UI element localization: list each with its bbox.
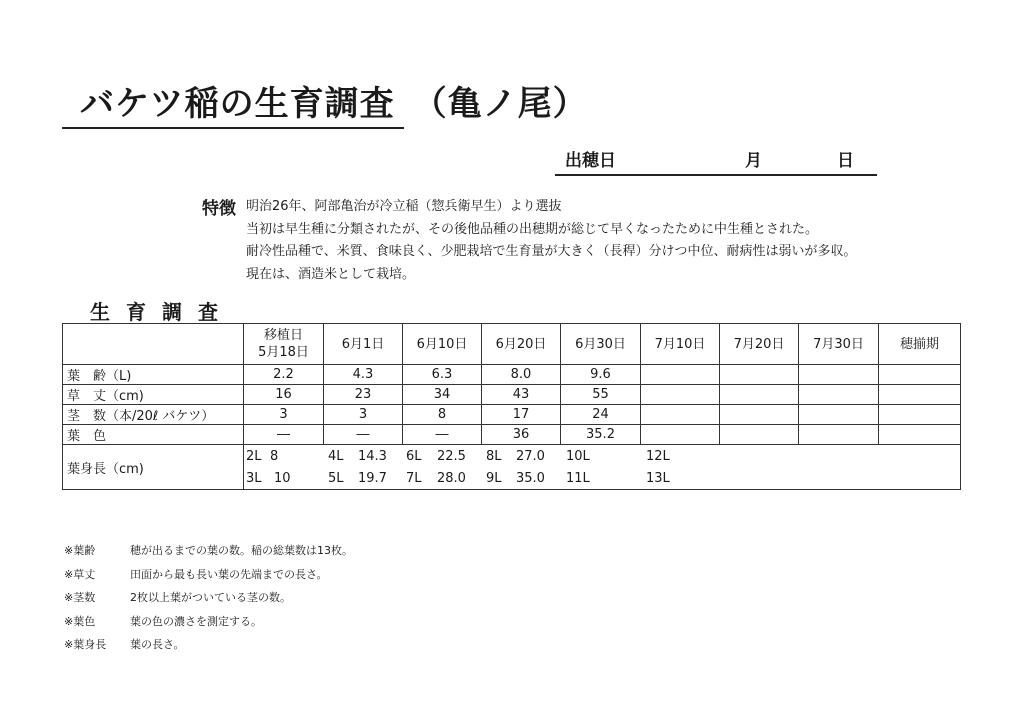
heading-month: 月: [745, 151, 762, 171]
leaf-key: 2L: [246, 449, 262, 464]
table-cell: 3: [244, 405, 324, 425]
table-cell: [641, 385, 720, 405]
table-cell: [799, 385, 879, 405]
leaf-value: 22.5: [437, 449, 466, 464]
table-cell: [799, 405, 879, 425]
table-cell: [879, 385, 961, 405]
note-description: 穂が出るまでの葉の数。稲の総葉数は13枚。: [130, 544, 353, 557]
row-label: 葉身長（cm): [63, 445, 244, 490]
row-label: 草 丈（cm): [63, 385, 244, 405]
leaf-key: 12L: [646, 449, 670, 464]
note-description: 田面から最も長い葉の先端までの長さ。: [130, 567, 328, 581]
table-cell: 9.6: [561, 365, 641, 385]
header-date: 穂揃期: [879, 324, 961, 365]
feature-label: 特徴: [202, 199, 236, 219]
feature-description: [246, 196, 856, 287]
table-cell: 23: [324, 385, 403, 405]
table-cell: 8.0: [482, 365, 561, 385]
table-cell: [799, 365, 879, 385]
table-cell: [641, 405, 720, 425]
title-underline: [62, 127, 404, 129]
leaf-key: 3L: [246, 471, 262, 486]
table-cell: [879, 365, 961, 385]
leaf-value: 8: [270, 449, 279, 464]
header-date: 6月20日: [482, 324, 561, 365]
table-cell: [720, 425, 799, 445]
table-cell: 35.2: [561, 425, 641, 445]
leaf-length-row: [63, 445, 961, 490]
table-row: [63, 405, 961, 425]
leaf-key: 8L: [486, 449, 502, 464]
leaf-value: 28.0: [437, 471, 466, 486]
note-description: 葉の長さ。: [130, 638, 185, 651]
table-cell: 55: [561, 385, 641, 405]
table-row: [63, 425, 961, 445]
leaf-length-values: [244, 445, 961, 490]
leaf-value: 14.3: [358, 449, 387, 464]
table-header-row: [63, 324, 961, 365]
growth-table: [62, 323, 961, 490]
table-cell: [879, 425, 961, 445]
table-cell: 36: [482, 425, 561, 445]
note-term: ※草丈: [64, 567, 96, 581]
table-cell: ―: [403, 425, 482, 445]
leaf-key: 13L: [646, 471, 670, 486]
survey-heading: 生育調査: [90, 300, 234, 324]
row-label: 葉 齢（L): [63, 365, 244, 385]
row-label: 葉 色: [63, 425, 244, 445]
feature-line: 明治26年、阿部亀治が冷立稲（惣兵衛早生）より選抜: [246, 199, 562, 214]
leaf-key: 4L: [328, 449, 344, 464]
table-row: [63, 385, 961, 405]
note-description: 葉の色の濃さを測定する。: [130, 614, 262, 628]
table-cell: 6.3: [403, 365, 482, 385]
leaf-value: 10: [274, 471, 291, 486]
table-cell: [799, 425, 879, 445]
table-cell: 16: [244, 385, 324, 405]
leaf-key: 11L: [566, 471, 590, 486]
leaf-key: 6L: [406, 449, 422, 464]
header-date: 6月1日: [324, 324, 403, 365]
row-label: 茎 数（本/20ℓ バケツ）: [63, 405, 244, 425]
leaf-key: 9L: [486, 471, 502, 486]
leaf-key: 10L: [566, 449, 590, 464]
header-date: 7月20日: [720, 324, 799, 365]
leaf-value: 35.0: [516, 471, 545, 486]
table-cell: ―: [324, 425, 403, 445]
table-cell: 4.3: [324, 365, 403, 385]
table-cell: [879, 405, 961, 425]
leaf-key: 5L: [328, 471, 344, 486]
table-cell: [641, 425, 720, 445]
table-cell: [641, 365, 720, 385]
table-cell: 24: [561, 405, 641, 425]
header-date: 7月10日: [641, 324, 720, 365]
note-term: ※葉身長: [64, 638, 107, 651]
header-corner: [63, 324, 244, 365]
table-cell: [720, 385, 799, 405]
header-date: 7月30日: [799, 324, 879, 365]
note-description: 2枚以上葉がついている茎の数。: [130, 591, 291, 604]
table-row: [63, 365, 961, 385]
table-cell: 17: [482, 405, 561, 425]
note-term: ※葉齢: [64, 544, 96, 557]
heading-day: 日: [837, 151, 854, 171]
table-cell: 2.2: [244, 365, 324, 385]
header-date: 移植日 5月18日: [244, 324, 324, 365]
table-cell: 8: [403, 405, 482, 425]
table-cell: 34: [403, 385, 482, 405]
feature-line: 耐冷性品種で、米質、食味良く、少肥栽培で生育量が大きく（長稈）分けつ中位、耐病性は弱いが多収。: [246, 244, 857, 260]
table-cell: [720, 405, 799, 425]
leaf-value: 19.7: [358, 471, 387, 486]
leaf-key: 7L: [406, 471, 422, 486]
header-date: 6月10日: [403, 324, 482, 365]
table-cell: 43: [482, 385, 561, 405]
heading-date-field: [555, 146, 877, 176]
note-term: ※茎数: [64, 591, 96, 604]
heading-label: 出穂日: [565, 151, 616, 171]
header-date: 6月30日: [561, 324, 641, 365]
table-cell: [720, 365, 799, 385]
note-term: ※葉色: [64, 614, 96, 628]
leaf-value: 27.0: [516, 449, 545, 464]
table-cell: ―: [244, 425, 324, 445]
feature-line: 現在は、酒造米として栽培。: [246, 267, 416, 283]
page-title: バケツ稲の生育調査 （亀ノ尾）: [80, 84, 588, 124]
table-cell: 3: [324, 405, 403, 425]
feature-line: 当初は早生種に分類されたが、その後他品種の出穂期が総じて早くなったために中生種とされた。: [246, 221, 819, 237]
